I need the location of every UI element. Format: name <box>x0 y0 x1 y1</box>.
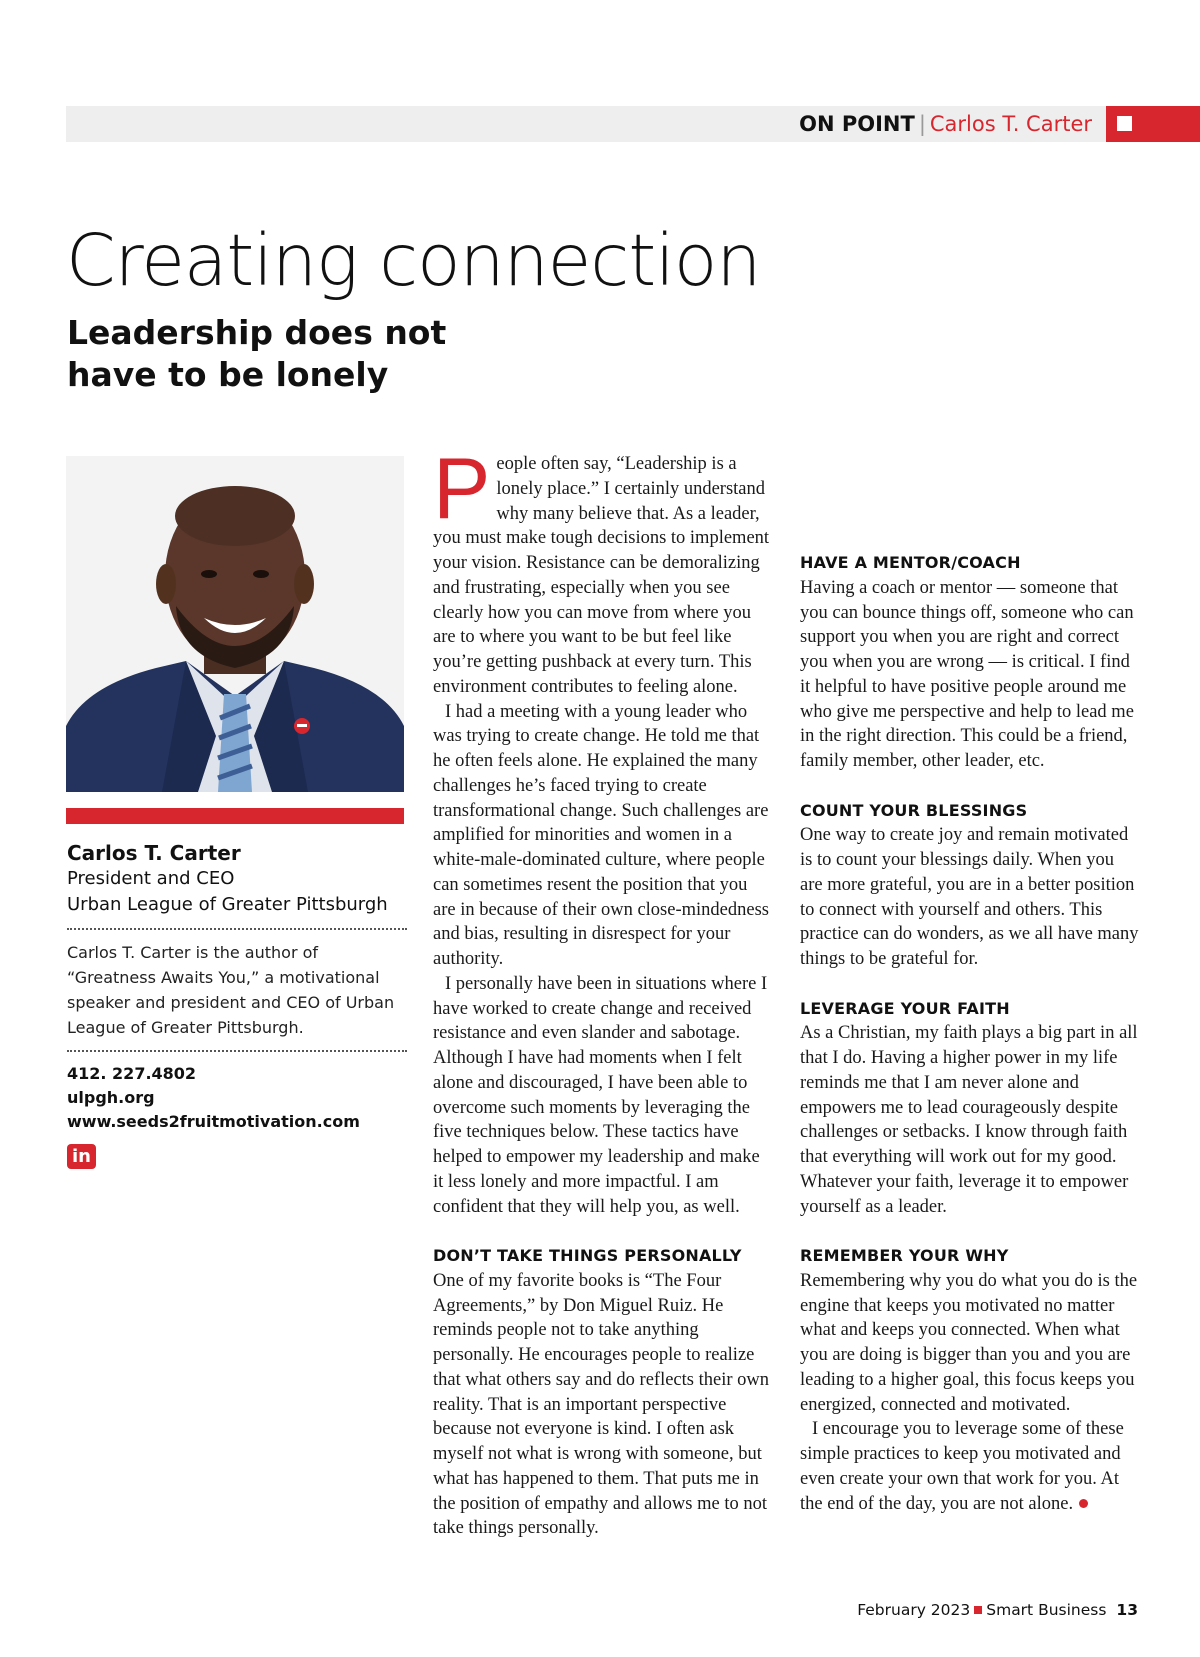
bio-description: Carlos T. Carter is the author of “Greatness Awaits You,” a motivational speaker and president and CEO of Urban League of Greater Pittsburgh. <box>67 943 395 1037</box>
author-photo <box>66 456 404 792</box>
section-heading: COUNT YOUR BLESSINGS <box>800 800 1028 820</box>
bio-website-link-2[interactable]: www.seeds2fruitmotivation.com <box>67 1112 360 1131</box>
author-bio <box>67 840 407 1169</box>
article-paragraph <box>800 1417 1140 1516</box>
article-paragraph: One way to create joy and remain motivated is to count your blessings daily. When you are more grateful, you are in a better position to connect with yourself and others. This practice can do wonders, as we all have many things to be grateful for. <box>800 825 1139 969</box>
header-label <box>799 112 1092 136</box>
bio-organization: Urban League of Greater Pittsburgh <box>67 894 388 915</box>
end-dot-icon <box>1079 1499 1088 1508</box>
article-column-1 <box>433 441 773 1541</box>
photo-accent-bar <box>66 808 404 824</box>
drop-cap: P <box>433 441 491 537</box>
bio-role: President and CEO <box>67 868 235 889</box>
article-paragraph: As a Christian, my faith plays a big part in all that I do. Having a higher power in my life reminds me that I am never alone and empowers me to lead courageously despite challenges or setbacks. I know through faith that everything will work out for my good. Whatever your faith, leverage it to empower yourself as a leader. <box>800 1023 1138 1217</box>
section-heading: DON’T TAKE THINGS PERSONALLY <box>433 1246 742 1265</box>
section-heading: LEVERAGE YOUR FAITH <box>800 998 1010 1018</box>
author-portrait-illustration <box>66 456 404 792</box>
article-paragraph: Having a coach or mentor — someone that you can bounce things off, someone who can support you when you are right and correct you when you are wrong — is critical. I find it helpful to have positive people around me who give me perspective and help to lead me in the right direction. This could be a friend, family member, other leader, etc. <box>800 577 1134 771</box>
article-paragraph: One of my favorite books is “The Four Agreements,” by Don Miguel Ruiz. He reminds people not to take anything personally. He encourages people to realize that what others say and do reflects their own reality. That is an important perspective because not everyone is kind. I often ask myself not what is wrong with someone, but what has happened to them. That puts me in the position of empathy and allows me to not take things personally. <box>433 1270 769 1539</box>
section-heading: REMEMBER YOUR WHY <box>800 1246 1009 1265</box>
article-paragraph: I personally have been in situations where I have worked to create change and received resistance and even slander and sabotage. Although I have had moments when I felt alone and discouraged, I have been able to overcome such moments by leveraging the five techniques below. These tactics have helped to empower my leadership and make it less lonely and more impactful. I am confident that they will help you, as well. <box>433 973 768 1217</box>
article-paragraph: Remembering why you do what you do is the engine that keeps you motivated no matter what and keeps you connected. When what you are doing is bigger than you and you are leading to a higher goal, this focus keeps you energized, connected and motivated. <box>800 1270 1138 1415</box>
square-icon <box>1117 116 1132 131</box>
section-name: ON POINT <box>799 112 915 136</box>
bio-website-link[interactable]: ulpgh.org <box>67 1088 155 1107</box>
bio-divider <box>67 928 407 930</box>
paragraph-text: I encourage you to leverage some of these simple practices to keep you motivated and even create your own that work for you. At the end of the day, you are not alone. <box>800 1419 1124 1514</box>
bio-phone: 412. 227.4802 <box>67 1064 197 1083</box>
header-separator: | <box>918 112 926 136</box>
footer-square-icon <box>974 1606 982 1614</box>
article-paragraph: I had a meeting with a young leader who was trying to create change. He told me that he often feels alone. He explained the many challenges he’s faced trying to create transformational change. Such challenges are amplified for minorities and women in a white-male-dominated culture, where people can sometimes resent the position that you are in because of their own close-mindedness and bias, resulting in disrespect for your authority. <box>433 701 769 969</box>
footer-date: February 2023 <box>857 1601 971 1619</box>
page-footer <box>857 1601 1138 1619</box>
footer-publication: Smart Business <box>986 1601 1107 1619</box>
article-paragraph <box>433 441 773 700</box>
bio-divider <box>67 1050 407 1052</box>
paragraph-text: eople often say, “Leadership is a lonely place.” I certainly understand why many believe that. As a leader, you must make tough decisions to implement your vision. Resistance can be demoralizing and frustrating, especially when you see clearly how you can move from where you are to where you want to be but feel like you’re getting pushback at every turn. This environment contributes to feeling alone. <box>433 454 770 697</box>
linkedin-icon[interactable]: in <box>67 1144 96 1169</box>
section-heading: HAVE A MENTOR/COACH <box>800 553 1021 572</box>
header-author: Carlos T. Carter <box>929 112 1092 136</box>
article-subtitle: Leadership does not have to be lonely <box>67 313 447 394</box>
page-number: 13 <box>1116 1601 1138 1619</box>
article-column-2 <box>800 452 1140 1516</box>
article-title: Creating connection <box>66 219 761 302</box>
bio-name: Carlos T. Carter <box>67 841 241 865</box>
